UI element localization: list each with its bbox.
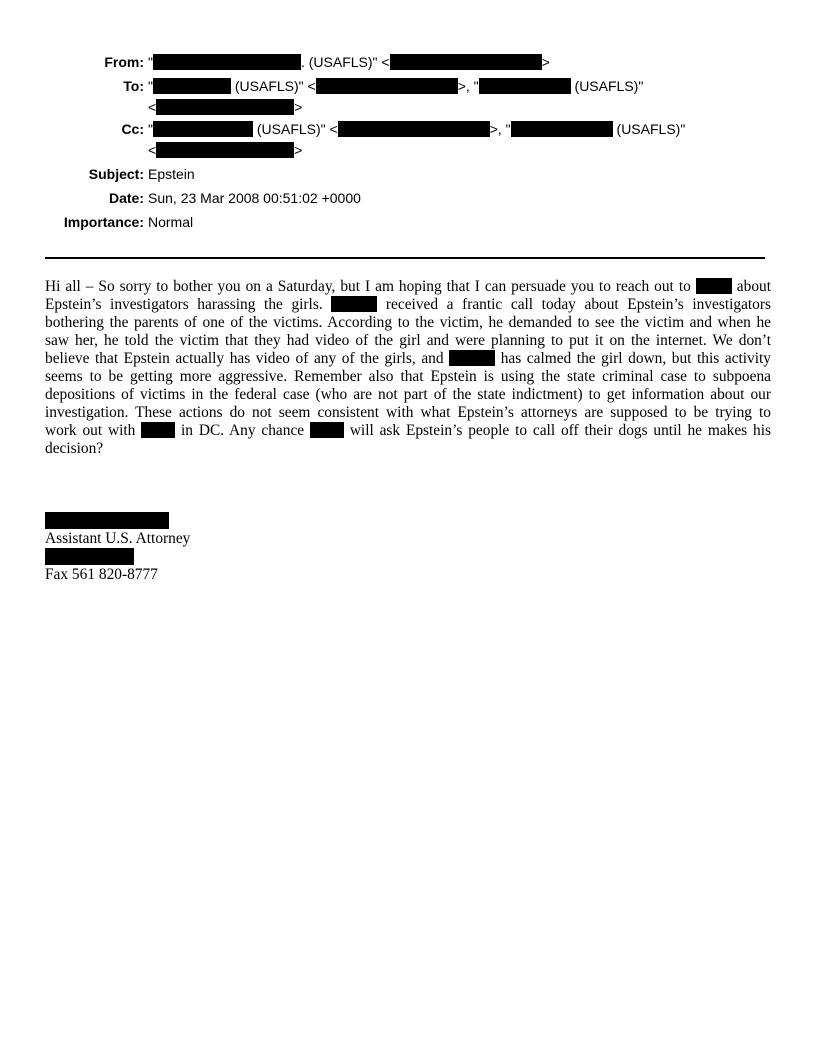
to-org-text: (USAFLS)"	[570, 78, 644, 94]
from-org-text: . (USAFLS)" <	[300, 54, 390, 70]
body-text: work out with	[45, 422, 136, 439]
cc-org-text: (USAFLS)"	[612, 121, 686, 137]
redaction-box	[338, 121, 490, 137]
body-line: bothering the parents of one of the victims. According to the victim, he demanded to see the victim and when he	[45, 314, 771, 331]
quote-text: "	[148, 54, 153, 70]
subject-value: Epstein	[148, 166, 195, 182]
redaction-box	[316, 78, 458, 94]
redaction-box	[156, 99, 294, 115]
date-label: Date:	[108, 190, 144, 206]
header-divider	[45, 257, 765, 259]
body-text: received a frantic call today about Epstein’s investigators	[385, 296, 771, 313]
body-text: about	[736, 278, 771, 295]
body-text: Epstein’s investigators harassing the girls.	[45, 296, 323, 313]
date-row	[0, 188, 816, 212]
quote-text: "	[148, 121, 153, 137]
redaction-box	[696, 278, 732, 294]
redaction-box	[45, 512, 169, 529]
body-line: seems to be getting more aggressive. Remember also that Epstein is using the state criminal case to subpoena	[45, 368, 771, 385]
redaction-box	[153, 78, 231, 94]
body-line: investigation. These actions do not seem consistent with what Epstein’s attorneys are supposed to be trying to	[45, 404, 771, 421]
quote-text: "	[148, 78, 153, 94]
body-text: will ask Epstein’s people to call off their dogs until he makes his	[349, 422, 771, 439]
signature-name-line	[45, 512, 190, 530]
signature-block	[45, 512, 190, 584]
from-row	[0, 52, 816, 76]
importance-value: Normal	[148, 214, 194, 230]
separator-text: >, "	[489, 121, 511, 137]
body-line	[45, 278, 771, 296]
redaction-box	[153, 54, 301, 70]
signature-title: Assistant U.S. Attorney	[45, 530, 191, 547]
signature-phone-line	[45, 548, 190, 566]
body-text: Hi all – So sorry to bother you on a Saturday, but I am hoping that I can persuade you to reach out to	[45, 278, 691, 295]
bracket-text: >	[294, 142, 303, 158]
to-label: To:	[123, 78, 144, 94]
body-line	[45, 350, 771, 368]
to-value	[148, 76, 768, 118]
redaction-box	[156, 142, 294, 158]
body-line: depositions of victims in the federal case (who are not part of the state indictment) to get information about our	[45, 386, 771, 403]
bracket-text: <	[148, 99, 157, 115]
redaction-box	[310, 422, 344, 438]
redaction-box	[141, 422, 175, 438]
importance-label: Importance:	[63, 214, 144, 230]
to-row	[0, 76, 816, 119]
body-line	[45, 422, 771, 440]
importance-row	[0, 212, 816, 236]
body-line: decision?	[45, 440, 104, 457]
redaction-box	[331, 296, 377, 312]
body-text: has calmed the girl down, but this activity	[500, 350, 771, 367]
cc-row	[0, 119, 816, 164]
subject-label: Subject:	[88, 166, 144, 182]
cc-value	[148, 119, 768, 161]
redaction-box	[390, 54, 542, 70]
email-header	[0, 52, 816, 236]
from-value	[148, 52, 768, 72]
redaction-box	[479, 78, 571, 94]
cc-label: Cc:	[121, 121, 144, 137]
redaction-box	[449, 350, 495, 366]
redaction-box	[45, 548, 134, 565]
redaction-box	[153, 121, 253, 137]
from-label: From:	[104, 54, 144, 70]
bracket-text: <	[148, 142, 157, 158]
separator-text: >, "	[457, 78, 479, 94]
cc-org-text: (USAFLS)" <	[252, 121, 338, 137]
subject-row	[0, 164, 816, 188]
bracket-text: >	[541, 54, 550, 70]
body-line	[45, 296, 771, 314]
redaction-box	[511, 121, 613, 137]
bracket-text: >	[294, 99, 303, 115]
email-body	[45, 278, 771, 458]
date-value: Sun, 23 Mar 2008 00:51:02 +0000	[148, 190, 361, 206]
body-line: saw her, he told the victim that they had video of the girl and were planning to put it on the internet. We don’t	[45, 332, 771, 349]
body-text: in DC. Any chance	[181, 422, 305, 439]
signature-fax: Fax 561 820-8777	[45, 566, 158, 583]
to-org-text: (USAFLS)" <	[230, 78, 316, 94]
body-text: believe that Epstein actually has video of any of the girls, and	[45, 350, 444, 367]
